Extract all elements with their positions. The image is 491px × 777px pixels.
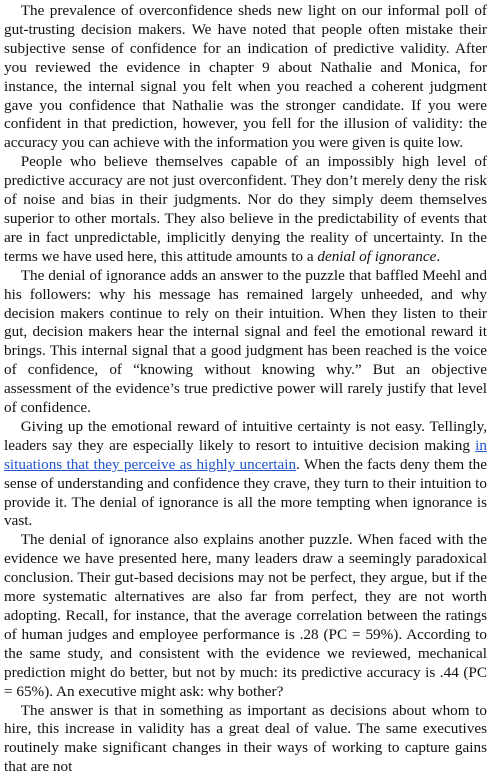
- paragraph-text: Giving up the emotional reward of intuitive certainty is not easy. Tellingly, leaders say they are especially likely to resort to intuitive decision making: [4, 417, 487, 454]
- paragraph-text: .: [436, 247, 441, 265]
- paragraph-predictive-accuracy: [4, 153, 487, 266]
- emphasis-denial-of-ignorance: denial of ignorance: [317, 247, 437, 265]
- paragraph-validity-value: The answer is that in something as important as decisions about whom to hire, this increase in validity has a great deal of value. The same executives routinely make significant changes in their ways of working to capture gains that are not: [4, 701, 487, 776]
- paragraph-emotional-reward: [4, 418, 487, 531]
- paragraph-text: People who believe themselves capable of an impossibly high level of predictive accuracy are not just overconfident. They don’t merely deny the risk of noise and bias in their judgments. Nor do they simply deem themselves superior to other mortals. They also believe in the predictability of events that are in fact unpredictable, implicitly denying the reality of uncertainty. In the terms we have used here, this attitude amounts to a: [4, 153, 487, 265]
- uncertain-situations-link[interactable]: in situations that they perceive as highly uncertain: [4, 436, 487, 473]
- paragraph-text: . When the facts deny them the sense of understanding and confidence they crave, they turn to their intuition to provide it. The denial of ignorance is all the more tempting when ignorance is vast.: [4, 455, 487, 530]
- paragraph-overconfidence: The prevalence of overconfidence sheds new light on our informal poll of gut-trusting decision makers. We have noted that people often mistake their subjective sense of confidence for an indication of predictive validity. After you reviewed the evidence in chapter 9 about Nathalie and Monica, for instance, the internal signal you felt when you reached a coherent judgment gave you confidence that Nathalie was the stronger candidate. If you were confident in that prediction, however, you fell for the illusion of validity: the accuracy you can achieve with the information you were given is quite low.: [4, 2, 487, 152]
- paragraph-paradox: The denial of ignorance also explains another puzzle. When faced with the evidence we have presented here, many leaders draw a seemingly paradoxical conclusion. Their gut-based decisions may not be perfect, they argue, but if the more systematic alternatives are also far from perfect, they are not worth adopting. Recall, for instance, that the average correlation between the ratings of human judges and employee performance is .28 (PC = 59%). According to the same study, and consistent with the evidence we reviewed, mechanical prediction might do better, but not by much: its predictive accuracy is .44 (PC = 65%). An executive might ask: why bother?: [4, 531, 487, 700]
- paragraph-meehl-puzzle: The denial of ignorance adds an answer to the puzzle that baffled Meehl and his followers: why his message has remained largely unheeded, and why decision makers continue to rely on their intuition. When they listen to their gut, decision makers hear the internal signal and feel the emotional reward it brings. This internal signal that a good judgment has been reached is the voice of confidence, of “knowing without knowing why.” But an objective assessment of the evidence’s true predictive power will rarely justify that level of confidence.: [4, 266, 487, 417]
